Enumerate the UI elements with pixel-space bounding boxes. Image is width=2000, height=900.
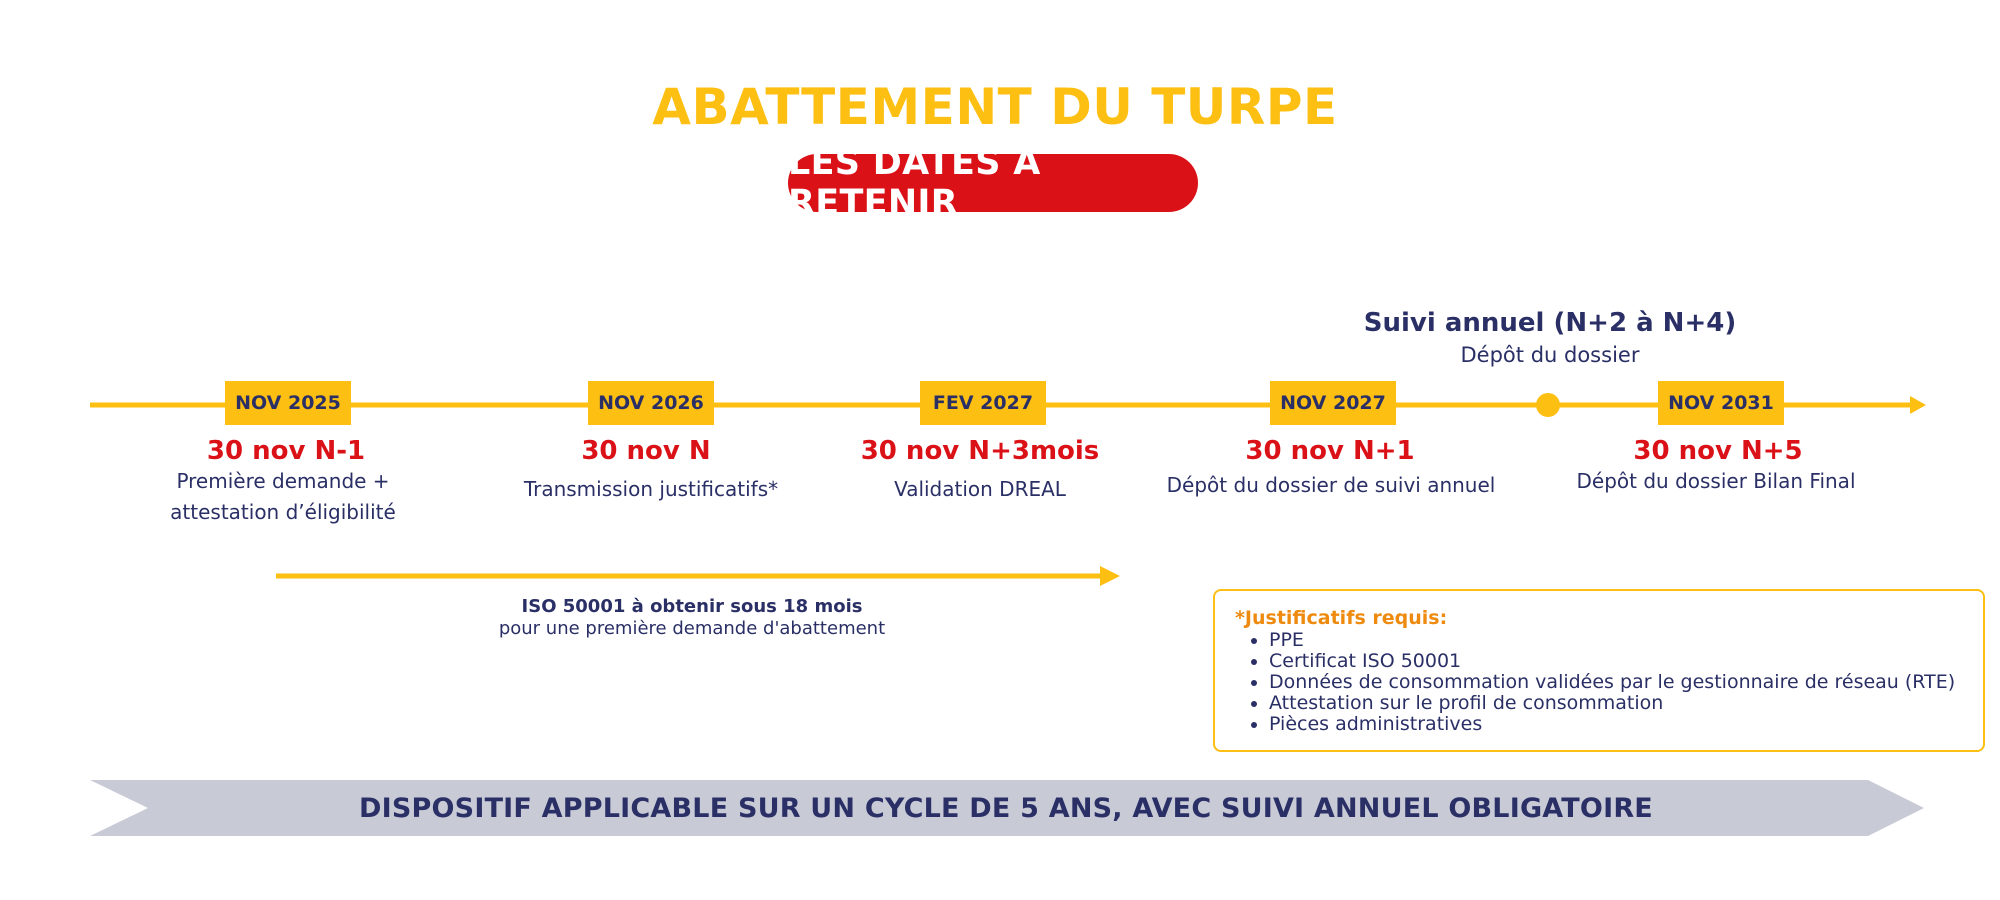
milestone-deadline-3: 30 nov N+3mois	[860, 436, 1100, 466]
timeline-arrowhead	[1910, 396, 1926, 414]
subtitle-badge: LES DATES À RETENIR	[788, 154, 1198, 212]
justificatifs-title: *Justificatifs requis:	[1235, 607, 1448, 629]
iso-deadline-subtitle: pour une première demande d'abattement	[498, 618, 886, 639]
milestone-date-1: NOV 2025	[225, 381, 351, 425]
milestone-date-3: FEV 2027	[920, 381, 1046, 425]
milestone-description-5	[1516, 466, 1916, 497]
page-title: ABATTEMENT DU TURPE	[652, 78, 1338, 136]
annual-follow-up-subtitle: Dépôt du dossier	[1460, 343, 1640, 367]
iso-duration-arrowhead	[1100, 566, 1120, 586]
milestone-date-2: NOV 2026	[588, 381, 714, 425]
annual-follow-up-title: Suivi annuel (N+2 à N+4)	[1363, 308, 1737, 338]
milestone-description-line: Validation DREAL	[894, 477, 1066, 501]
justificatifs-list	[1235, 630, 1983, 735]
milestone-description-1	[83, 466, 483, 528]
milestone-deadline-1: 30 nov N-1	[206, 436, 366, 466]
milestone-deadline-5: 30 nov N+5	[1633, 436, 1803, 466]
milestone-description-line: Dépôt du dossier de suivi annuel	[1166, 473, 1496, 497]
milestone-description-line: Première demande +	[176, 469, 390, 493]
annual-follow-up-dot	[1536, 393, 1560, 417]
justificatif-item: • Certificat ISO 50001	[1269, 651, 1983, 672]
milestone-description-3	[780, 474, 1180, 505]
milestone-deadline-2: 30 nov N	[581, 436, 711, 466]
justificatif-item: • PPE	[1269, 630, 1983, 651]
justificatifs-box	[1213, 589, 1985, 752]
justificatif-item: • Attestation sur le profil de consommation	[1269, 693, 1983, 714]
iso-deadline-title: ISO 50001 à obtenir sous 18 mois	[521, 596, 863, 617]
milestone-description-4	[1131, 470, 1531, 501]
milestone-description-line: attestation d’éligibilité	[170, 500, 396, 524]
justificatif-item: • Pièces administratives	[1269, 714, 1983, 735]
justificatif-item: • Données de consommation validées par le gestionnaire de réseau (RTE)	[1269, 672, 1983, 693]
milestone-deadline-4: 30 nov N+1	[1245, 436, 1415, 466]
milestone-description-line: Dépôt du dossier Bilan Final	[1576, 469, 1856, 493]
milestone-description-line: Transmission justificatifs*	[523, 477, 779, 501]
milestone-date-5: NOV 2031	[1658, 381, 1784, 425]
cycle-banner-text: DISPOSITIF APPLICABLE SUR UN CYCLE DE 5 ANS, AVEC SUIVI ANNUEL OBLIGATOIRE	[359, 792, 1653, 824]
milestone-date-4: NOV 2027	[1270, 381, 1396, 425]
